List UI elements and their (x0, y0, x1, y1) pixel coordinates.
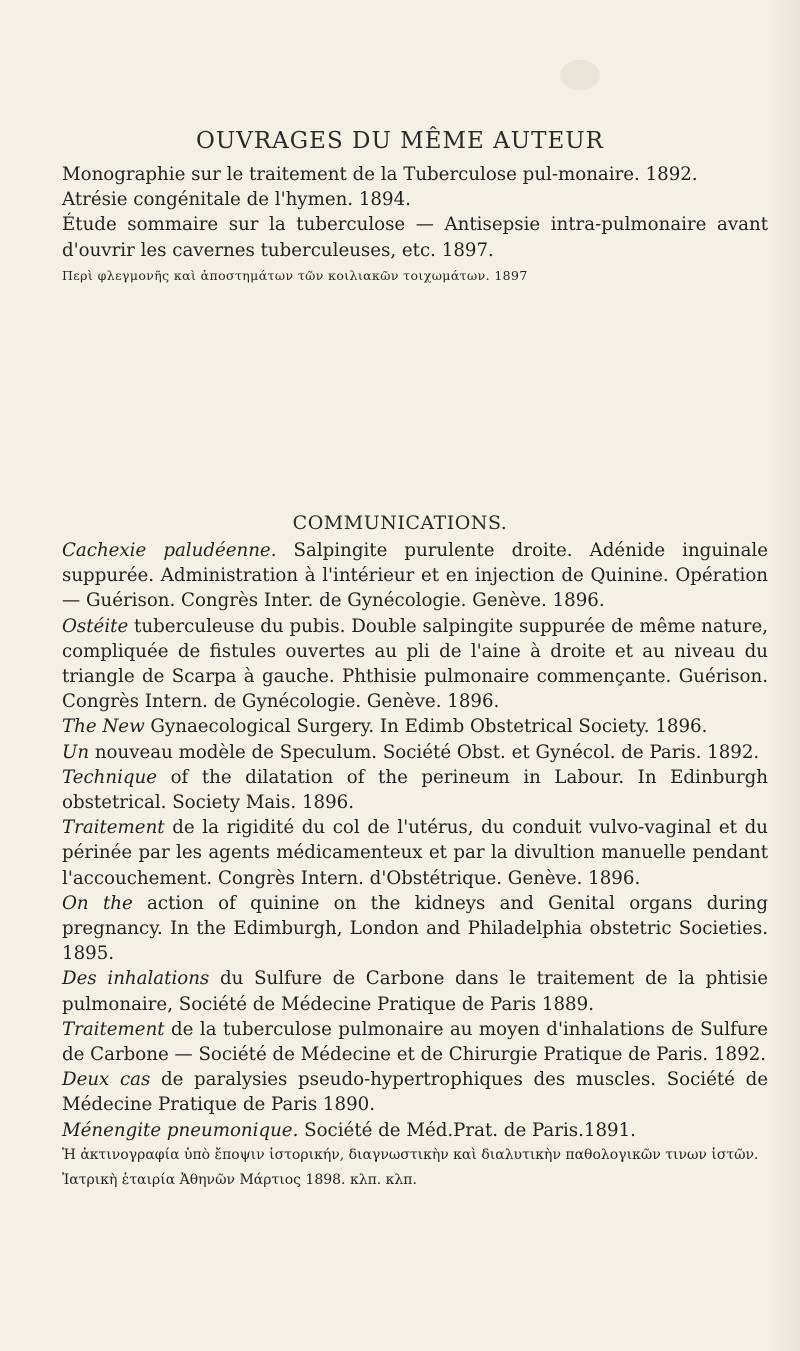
communication-entry-7 (62, 891, 768, 967)
entry-lead: Traitement (62, 817, 165, 839)
entry-lead: Un (62, 741, 90, 763)
entry-text: of the dilatation of the perineum in Labour. In Edinburgh obstetrical. Society Mais. 1896. (62, 766, 768, 814)
communication-entry-8 (62, 966, 768, 1016)
work-entry-4: Περὶ φλεγμονῆς καὶ ἀποστημάτων τῶν κοιλιακῶν τοιχωμάτων. 1897 (62, 267, 528, 283)
entry-lead: Ostéite (62, 615, 129, 637)
communications-heading: COMMUNICATIONS. (292, 512, 508, 534)
communication-entry-9 (62, 1017, 768, 1067)
communication-entry-11 (62, 1118, 768, 1143)
entry-lead: Des inhalations (62, 968, 210, 990)
communication-entry-5 (62, 765, 768, 815)
greek-note: Ἡ ἀκτινογραφία ὑπὸ ἔποψιν ἱστορικήν, διαγνωστικὴν καὶ διαλυτικὴν παθολογικῶν τινων ἱστῶν. (62, 1146, 759, 1163)
entry-text: action of quinine on the kidneys and Genital organs during pregnancy. In the Edimburgh, London and Philadelphia obstetric Societies. 1895. (62, 892, 768, 965)
entry-lead: Cachexie paludéenne. (62, 540, 277, 561)
communication-entry-4 (62, 740, 768, 765)
communication-entry-1 (62, 538, 768, 614)
communication-entry-10 (62, 1067, 768, 1117)
paper-edge-shadow (770, 0, 800, 1351)
entry-lead: Ménengite pneumonique. (62, 1119, 299, 1141)
entry-lead: Deux cas (62, 1069, 151, 1091)
entry-lead: The New (62, 716, 145, 738)
entry-lead: Technique (62, 766, 158, 788)
work-entry-2: Atrésie congénitale de l'hymen. 1894. (62, 189, 411, 211)
entry-text: de paralysies pseudo-hypertrophiques des muscles. Société de Médecine Pratique de Paris 1890. (62, 1069, 768, 1116)
work-entry-1: Monographie sur le traitement de la Tuberculose pul-monaire. 1892. (62, 164, 698, 185)
page-heading: OUVRAGES DU MÊME AUTEUR (196, 128, 604, 154)
entry-lead: Traitement (62, 1018, 165, 1040)
entry-lead: On the (62, 892, 133, 914)
communications-list (62, 538, 768, 1193)
entry-text: Gynaecological Surgery. In Edimb Obstetrical Society. 1896. (144, 716, 708, 738)
greek-footer: Ἰατρικὴ ἑταιρία Ἀθηνῶν Μάρτιος 1898. κλπ. κλπ. (62, 1172, 417, 1189)
communication-entry-6 (62, 815, 768, 891)
communication-entry-3 (62, 714, 768, 739)
works-list (62, 162, 768, 288)
entry-text: de la rigidité du col de l'utérus, du conduit vulvo-vaginal et du périnée par les agents médicamenteux et par la divultion manuelle pendant l'accouchement. Congrès Intern. d'Obstétrique. Genève. 1896. (62, 817, 768, 889)
entry-text: du Sulfure de Carbone dans le traitement de la phtisie pulmonaire, Société de Médecine Pratique de Paris 1889. (62, 968, 768, 1015)
entry-text: de la tuberculose pulmonaire au moyen d'inhalations de Sulfure de Carbone — Société de Médecine et de Chirurgie Pratique de Paris. 1892. (62, 1018, 768, 1066)
communication-entry-2 (62, 614, 768, 715)
entry-text: Société de Méd.Prat. de Paris.1891. (298, 1119, 636, 1141)
paper-stain (560, 60, 600, 90)
entry-text: Salpingite purulente droite. Adénide inguinale suppurée. Administration à l'intérieur et en injection de Quinine. Opération — Guérison. Congrès Inter. de Gynécologie. Genève. 1896. (62, 540, 768, 612)
entry-text: nouveau modèle de Speculum. Société Obst. et Gynécol. de Paris. 1892. (89, 741, 760, 763)
entry-text: tuberculeuse du pubis. Double salpingite suppurée de même nature, compliquée de fistules ouvertes au pli de l'aine à droite et au niveau du triangle de Scarpa à gauche. Phthisie pulmonaire commençante. Guérison. Congrès Intern. de Gynécologie. Genève. 1896. (62, 615, 768, 713)
work-entry-3: Étude sommaire sur la tuberculose — Antisepsie intra-pulmonaire avant d'ouvrir les cavernes tuberculeuses, etc. 1897. (62, 214, 768, 261)
